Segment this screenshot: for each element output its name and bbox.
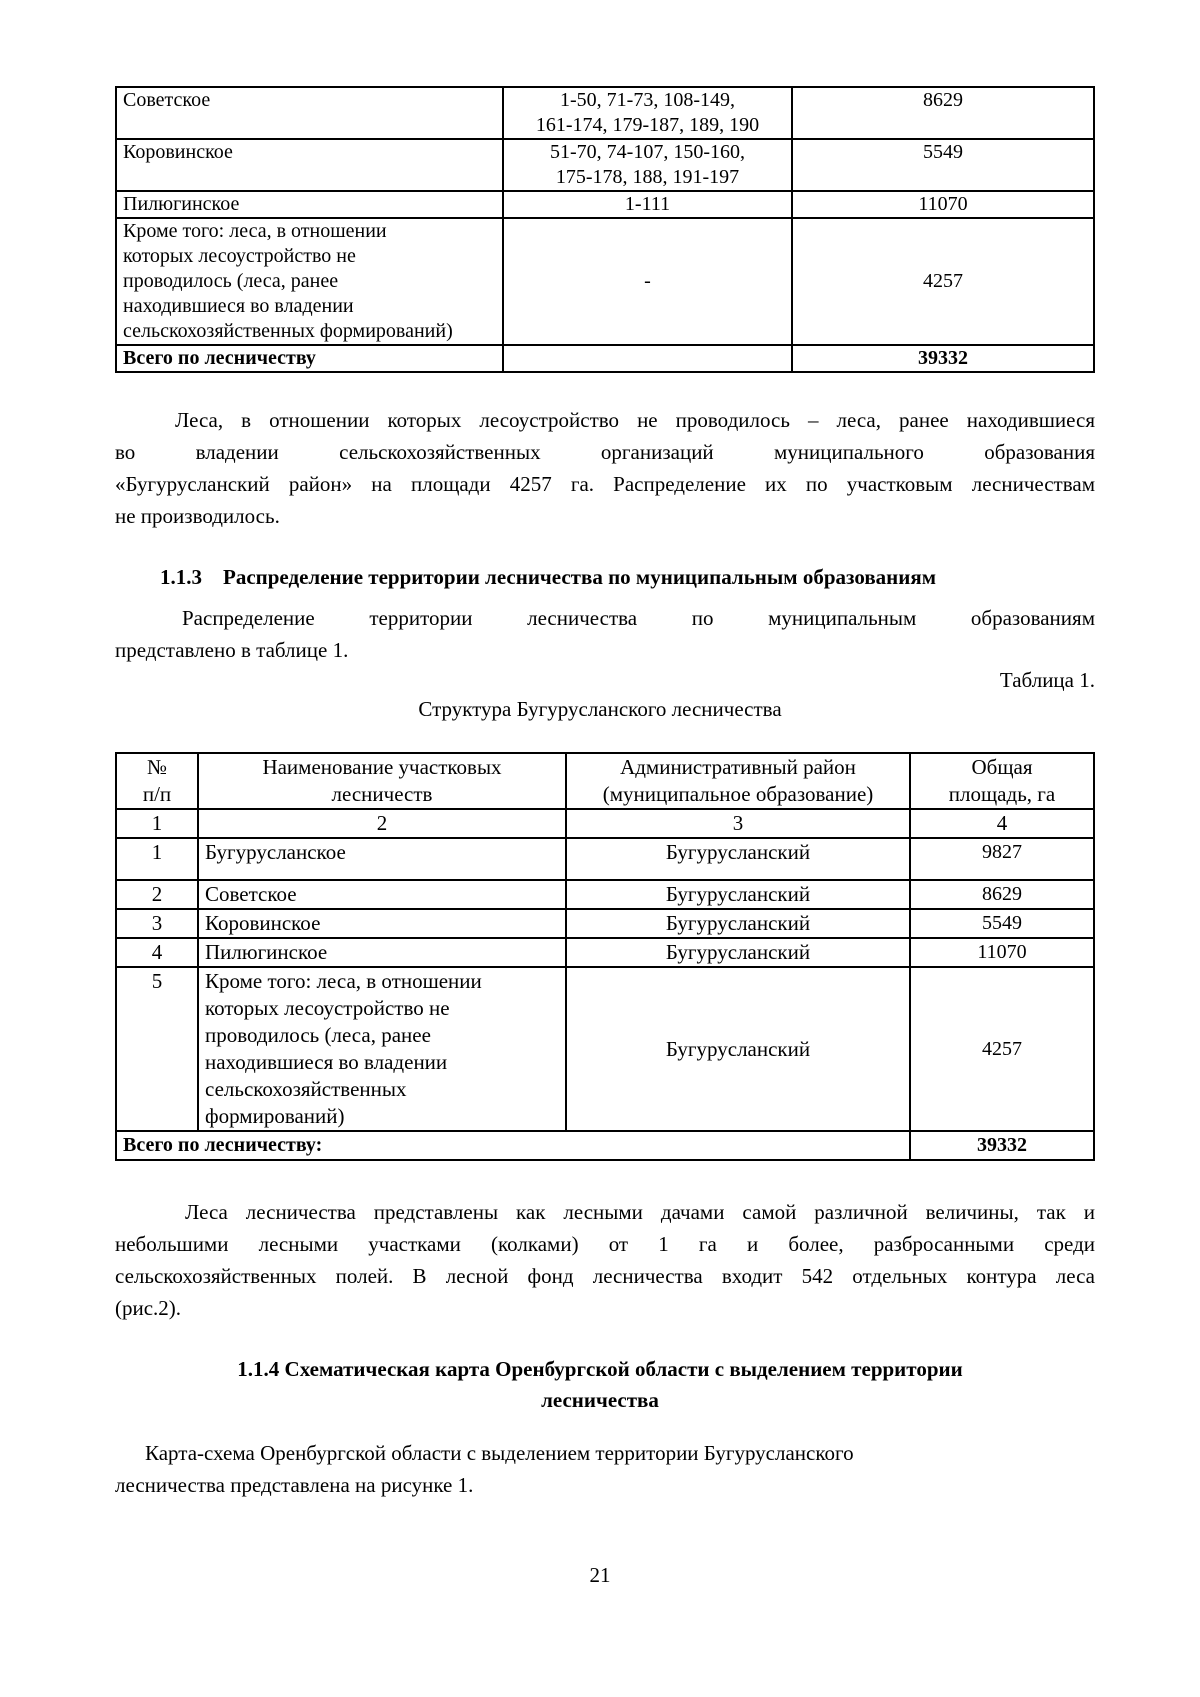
area-value: 11070 <box>792 191 1094 218</box>
column-number-row <box>116 809 1094 838</box>
text-line: «Бугурусланский район» на площади 4257 га. Распределение их по участковым лесничествам <box>115 472 1095 496</box>
section-heading-114 <box>0 1354 1200 1416</box>
text-line: Распределение территории лесничества по муниципальным образованиям <box>182 606 1095 630</box>
text-line: Леса лесничества представлены как лесными дачами самой различной величины, так и <box>185 1200 1095 1224</box>
district-name: Бугурусланский <box>566 880 910 909</box>
table-row <box>116 967 1094 1131</box>
area-value: 4257 <box>792 218 1094 345</box>
row-number: 3 <box>116 909 198 938</box>
area-value: 8629 <box>910 880 1094 909</box>
paragraph-unmanaged-forests <box>115 404 1095 532</box>
column-number: 4 <box>910 809 1094 838</box>
text-line: лесничества представлена на рисунке 1. <box>115 1473 474 1497</box>
forestry-name: Коровинское <box>198 909 566 938</box>
table-row <box>116 909 1094 938</box>
table-row <box>116 139 1094 191</box>
paragraph-distribution <box>115 602 1095 666</box>
table-row <box>116 87 1094 139</box>
row-number: 2 <box>116 880 198 909</box>
text-line: Карта-схема Оренбургской области с выделением территории Бугурусланского <box>145 1441 854 1465</box>
total-value: 39332 <box>910 1131 1094 1160</box>
total-label: Всего по лесничеству <box>116 345 503 372</box>
page-number: 21 <box>589 1563 611 1587</box>
district-name: Бугурусланский <box>566 838 910 880</box>
forestry-name: Бугурусланское <box>198 838 566 880</box>
section-title-line: 1.1.4 Схематическая карта Оренбургской области с выделением территории <box>237 1357 963 1381</box>
area-value: 5549 <box>792 139 1094 191</box>
area-value: 8629 <box>792 87 1094 139</box>
column-number: 3 <box>566 809 910 838</box>
table-row <box>116 838 1094 880</box>
text-line: (рис.2). <box>115 1296 182 1320</box>
section-number: 1.1.3 <box>160 565 202 589</box>
area-value: 5549 <box>910 909 1094 938</box>
column-number: 2 <box>198 809 566 838</box>
forestry-quarters-table <box>115 86 1095 373</box>
area-value: 4257 <box>910 967 1094 1131</box>
header-name: Наименование участковых лесничеств <box>198 753 566 809</box>
forestry-name: Пилюгинское <box>198 938 566 967</box>
text-line: сельскохозяйственных полей. В лесной фонд лесничества входит 542 отдельных контура леса <box>115 1264 1095 1288</box>
district-name: Советское <box>116 87 503 139</box>
district-name: Кроме того: леса, в отношении которых лесоустройство не проводилось (леса, ранее находившиеся во владении сельскохозяйственных формирований) <box>116 218 503 345</box>
district-name: Бугурусланский <box>566 909 910 938</box>
table-row <box>116 191 1094 218</box>
total-label: Всего по лесничеству: <box>116 1131 910 1160</box>
table-header-row <box>116 753 1094 809</box>
table-row <box>116 880 1094 909</box>
text-line: небольшими лесными участками (колками) от 1 га и более, разбросанными среди <box>115 1232 1095 1256</box>
area-value: 11070 <box>910 938 1094 967</box>
district-name: Бугурусланский <box>566 938 910 967</box>
table-row <box>116 218 1094 345</box>
forestry-structure-table <box>115 752 1095 1161</box>
text-line: во владении сельскохозяйственных организаций муниципального образования <box>115 440 1095 464</box>
section-title-line: лесничества <box>541 1388 659 1412</box>
quarter-numbers: 51-70, 74-107, 150-160, 175-178, 188, 191-197 <box>503 139 792 191</box>
text-line: представлено в таблице 1. <box>115 638 349 662</box>
total-value: 39332 <box>792 345 1094 372</box>
row-number: 4 <box>116 938 198 967</box>
header-area: Общая площадь, га <box>910 753 1094 809</box>
empty-cell <box>503 345 792 372</box>
district-name: Пилюгинское <box>116 191 503 218</box>
section-heading-113 <box>160 562 936 593</box>
forestry-name: Кроме того: леса, в отношении которых лесоустройство не проводилось (леса, ранее находившиеся во владении сельскохозяйственных формирований) <box>198 967 566 1131</box>
header-num: № п/п <box>116 753 198 809</box>
table-total-row <box>116 1131 1094 1160</box>
area-value: 9827 <box>910 838 1094 880</box>
table-row <box>116 938 1094 967</box>
district-name: Коровинское <box>116 139 503 191</box>
table-total-row <box>116 345 1094 372</box>
paragraph-map-reference <box>115 1437 1095 1501</box>
row-number: 5 <box>116 967 198 1131</box>
quarter-numbers: 1-111 <box>503 191 792 218</box>
section-title: Распределение территории лесничества по муниципальным образованиям <box>223 565 937 589</box>
forestry-name: Советское <box>198 880 566 909</box>
header-district: Административный район (муниципальное образование) <box>566 753 910 809</box>
table-label: Таблица 1. <box>999 668 1095 692</box>
text-line: Леса, в отношении которых лесоустройство не проводилось – леса, ранее находившиеся <box>175 408 1095 432</box>
table-caption: Структура Бугурусланского лесничества <box>418 697 782 721</box>
quarter-numbers: - <box>503 218 792 345</box>
row-number: 1 <box>116 838 198 880</box>
district-name: Бугурусланский <box>566 967 910 1131</box>
quarter-numbers: 1-50, 71-73, 108-149, 161-174, 179-187, 189, 190 <box>503 87 792 139</box>
paragraph-forest-description <box>115 1196 1095 1324</box>
text-line: не производилось. <box>115 504 280 528</box>
column-number: 1 <box>116 809 198 838</box>
